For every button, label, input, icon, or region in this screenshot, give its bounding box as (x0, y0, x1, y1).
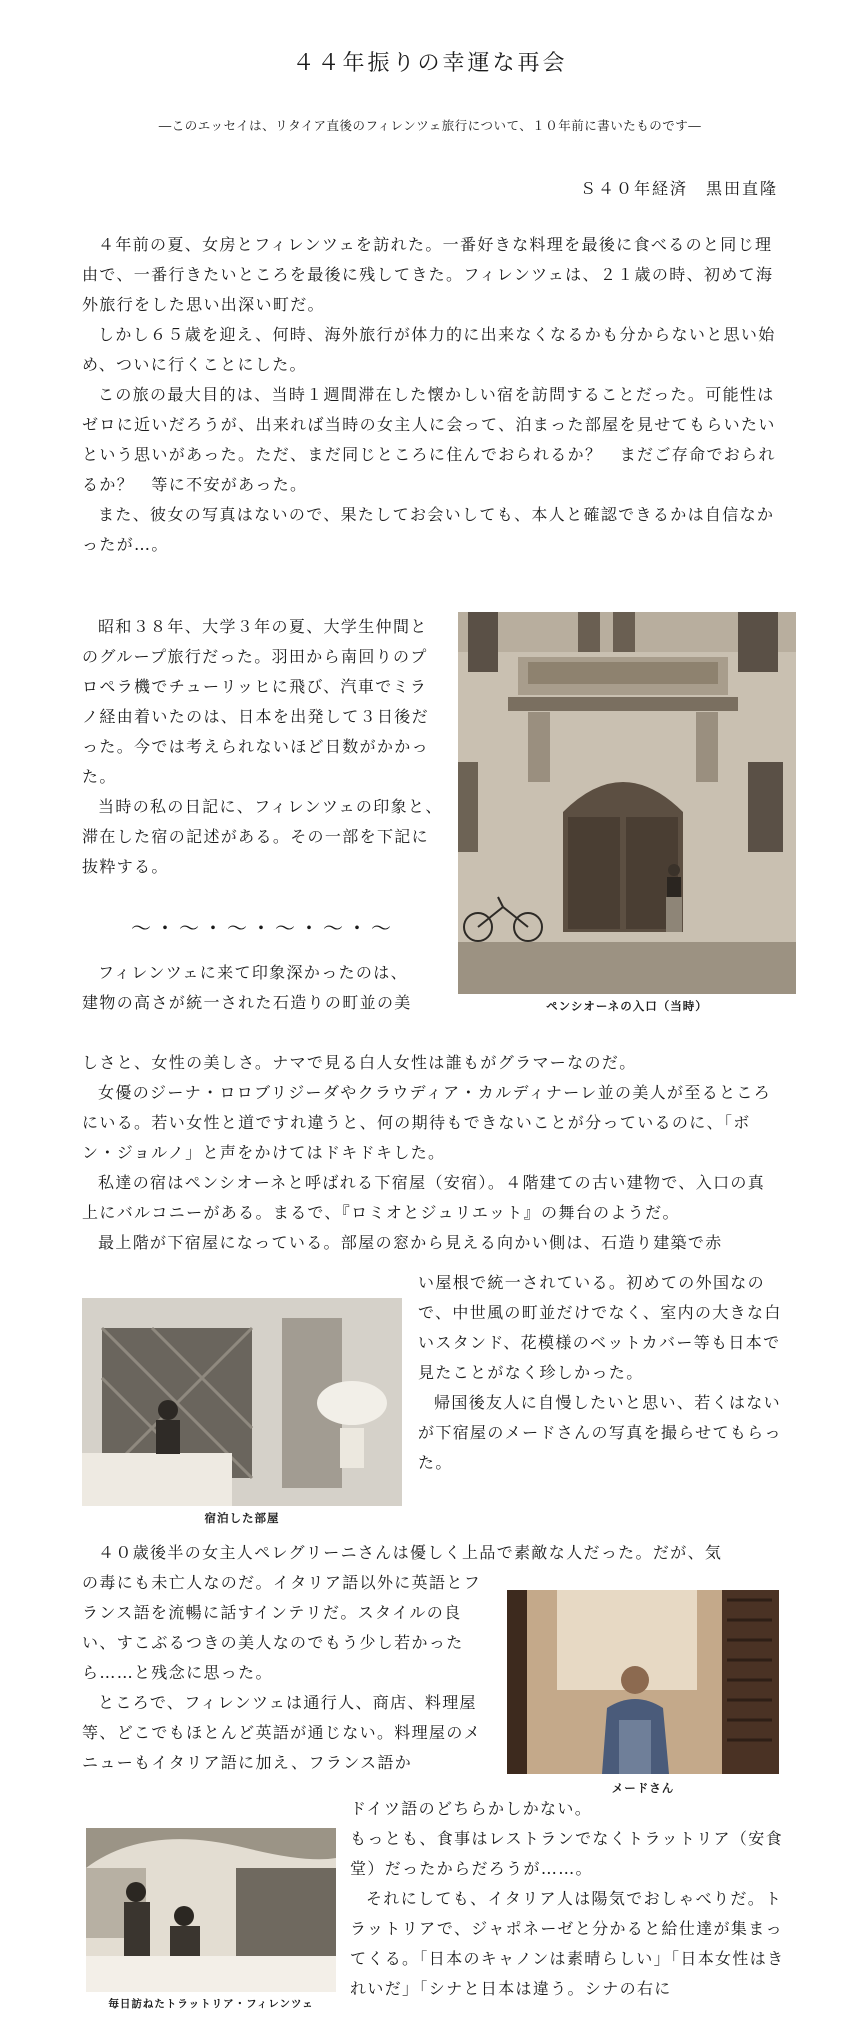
pensione-entrance-photo (458, 612, 796, 994)
paragraph: しかし６５歳を迎え、何時、海外旅行が体力的に出来なくなるかも分からないと思い始め、ついに行くことにした。 (82, 325, 776, 374)
photo-caption: メードさん (611, 1781, 675, 1795)
paragraph: い屋根で統一されている。初めての外国なので、中世風の町並だけでなく、室内の大きな白いスタンド、花模様のベットカバー等も日本で見たことがなく珍しかった。 (418, 1273, 782, 1382)
paragraph: ４年前の夏、女房とフィレンツェを訪れた。一番好きな料理を最後に食べるのと同じ理由で、一番行きたいところを最後に残してきた。フィレンツェは、２１歳の時、初めて海外旅行をした思い出深い町だ。 (82, 235, 774, 314)
author: Ｓ４０年経済 黒田直隆 (579, 179, 778, 198)
text-line: フィレンツェに来て印象深かったのは、 (98, 963, 408, 982)
photo-caption: ペンシオーネの入口（当時） (546, 999, 708, 1013)
paragraph: もっとも、食事はレストランでなくトラットリア（安食堂）だったからだろうが……。 (350, 1829, 783, 1878)
section3-text (82, 1048, 782, 1258)
paragraph: 当時の私の日記に、フィレンツェの印象と、滞在した宿の記述がある。その一部を下記に抜粋する。 (82, 797, 443, 876)
paragraph: ドイツ語のどちらかしかない。 (350, 1799, 593, 1818)
paragraph: この旅の最大目的は、当時１週間滞在した懐かしい宿を訪問することだった。可能性はゼロに近いだろうが、出来れば当時の女主人に会って、泊まった部屋を見せてもらいたいという思いがあった。ただ、まだ同じところに住んでおられるか？ まだご存命でおられるか？ 等に不安があった。 (82, 385, 776, 494)
section6-text (350, 1794, 790, 2004)
paragraph: ４０歳後半の女主人ペレグリーニさんは優しく上品で素敵な人だった。だが、気 (98, 1543, 723, 1562)
photo-caption: 毎日訪ねたトラットリア・フィレンツェ (108, 1998, 314, 2010)
subtitle: ―このエッセイは、リタイア直後のフィレンツェ旅行について、１０年前に書いたものです― (158, 118, 702, 133)
photo-caption: 宿泊した部屋 (204, 1511, 280, 1525)
paragraph: しさと、女性の美しさ。ナマで見る白人女性は誰もがグラマーなのだ。 (82, 1053, 637, 1072)
paragraph: 私達の宿はペンシオーネと呼ばれる下宿屋（安宿）。４階建ての古い建物で、入口の真上にバルコニーがある。まるで、『ロミオとジュリエット』の舞台のようだ。 (82, 1173, 766, 1222)
section2-text (82, 612, 444, 882)
section5-first-line (82, 1538, 792, 1568)
section5-text (82, 1568, 492, 1778)
room-photo (82, 1298, 402, 1506)
paragraph: 帰国後友人に自慢したいと思い、若くはないが下宿屋のメードさんの写真を撮らせてもらった。 (418, 1393, 782, 1472)
paragraph: また、彼女の写真はないので、果たしてお会いしても、本人と確認できるかは自信なかったが…。 (82, 505, 775, 554)
page-title: ４４年振りの幸運な再会 (292, 51, 568, 76)
maid-photo (507, 1590, 779, 1774)
intro-text (82, 230, 782, 560)
paragraph: の毒にも未亡人なのだ。イタリア語以外に英語とフランス語を流暢に話すインテリだ。スタイルの良い、すこぶるつきの美人なのでもう少し若かったら……と残念に思った。 (82, 1573, 482, 1682)
paragraph: 女優のジーナ・ロロブリジーダやクラウディア・カルディナーレ並の美人が至るところにいる。若い女性と道ですれ違うと、何の期待もできないことが分っているのに、「ボン・ジョルノ」と声をかけてはドキドキした。 (82, 1083, 772, 1162)
wave-divider: 〜・〜・〜・〜・〜・〜 (131, 916, 395, 940)
paragraph: 最上階が下宿屋になっている。部屋の窓から見える向かい側は、石造り建築で赤 (98, 1233, 723, 1252)
paragraph: ところで、フィレンツェは通行人、商店、料理屋等、どこでもほとんど英語が通じない。料理屋のメニューもイタリア語に加え、フランス語か (82, 1693, 482, 1772)
paragraph: それにしても、イタリア人は陽気でおしゃべりだ。トラットリアで、ジャポネーゼと分かると給仕達が集まってくる。「日本のキャノンは素晴らしい」「日本女性はきれいだ」「シナと日本は違う。シナの右に (350, 1889, 785, 1998)
trattoria-photo (86, 1828, 336, 1992)
text-line: 建物の高さが統一された石造りの町並の美 (82, 993, 412, 1012)
section4-text (418, 1268, 782, 1478)
diary-excerpt (82, 958, 462, 1018)
paragraph: 昭和３８年、大学３年の夏、大学生仲間とのグループ旅行だった。羽田から南回りのプロペラ機でチューリッヒに飛び、汽車でミラノ経由着いたのは、日本を出発して３日後だった。今では考えられないほど日数がかかった。 (82, 617, 430, 786)
